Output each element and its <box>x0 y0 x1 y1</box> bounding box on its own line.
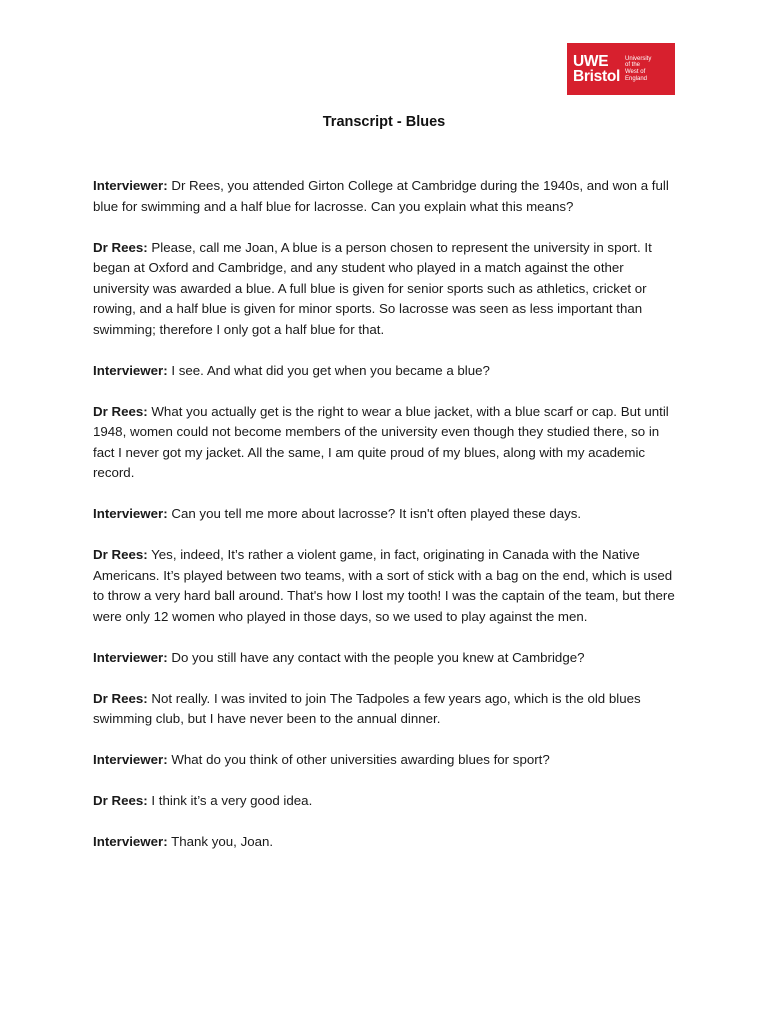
transcript-paragraph <box>93 504 683 525</box>
transcript-paragraph <box>93 238 683 341</box>
logo-wordmark <box>573 54 620 84</box>
speaker-label: Dr Rees: <box>93 239 148 255</box>
logo-line-bristol: Bristol <box>573 68 620 85</box>
paragraph-text: I think it’s a very good idea. <box>147 793 313 808</box>
paragraph-text: Do you still have any contact with the people you knew at Cambridge? <box>167 649 585 665</box>
transcript-paragraph <box>93 648 683 669</box>
paragraph-text: What you actually get is the right to wear a blue jacket, with a blue scarf or cap. But until 1948, women could not become members of the university even though they studied there, so in fact I never got my jacket. All the same, I am quite proud of my blues, along with my academic record. <box>93 403 669 480</box>
paragraph-text: Yes, indeed, It’s rather a violent game, in fact, originating in Canada with the Native Americans. It’s played between two teams, with a sort of stick with a bag on the end, which is used to throw a very hard ball around. That's how I lost my tooth! I was the captain of the team, but there were only 12 women who played in those days, so we used to play against the men. <box>93 547 675 624</box>
transcript-paragraph <box>93 750 683 771</box>
logo-sub-line: West of <box>625 69 646 75</box>
logo-sub-line: England <box>625 75 648 82</box>
transcript-body <box>93 176 683 873</box>
speaker-label: Dr Rees: <box>93 690 148 706</box>
paragraph-text: Can you tell me more about lacrosse? It isn't often played these days. <box>167 506 582 521</box>
speaker-label: Dr Rees: <box>93 403 148 419</box>
speaker-label: Interviewer: <box>93 834 168 849</box>
transcript-paragraph <box>93 402 683 484</box>
transcript-paragraph <box>93 791 683 812</box>
speaker-label: Interviewer: <box>93 362 168 378</box>
transcript-paragraph <box>93 689 683 730</box>
logo-subtitle <box>625 56 651 82</box>
paragraph-text: Thank you, Joan. <box>167 834 274 849</box>
uwe-bristol-logo <box>567 43 675 95</box>
paragraph-text: Dr Rees, you attended Girton College at Cambridge during the 1940s, and won a full blue for swimming and a half blue for lacrosse. Can you explain what this means? <box>93 178 669 214</box>
transcript-paragraph <box>93 832 683 853</box>
paragraph-text: Please, call me Joan, A blue is a person chosen to represent the university in sport. It began at Oxford and Cambridge, and any student who played in a match against the other university was awarded a blue. A full blue is given for senior sports such as athletics, cricket or rowing, and a half blue is given for minor sports. So lacrosse was seen as less important than swimming; therefore I only got a half blue for that. <box>93 239 652 337</box>
logo-line-uwe: UWE <box>573 53 609 70</box>
paragraph-text: I see. And what did you get when you became a blue? <box>167 362 490 378</box>
speaker-label: Interviewer: <box>93 506 168 521</box>
logo-sub-line: University <box>625 55 652 62</box>
speaker-label: Dr Rees: <box>93 793 148 808</box>
speaker-label: Dr Rees: <box>93 547 148 562</box>
page-title: Transcript - Blues <box>322 114 446 130</box>
logo-sub-line: of the <box>625 62 641 69</box>
paragraph-text: Not really. I was invited to join The Tadpoles a few years ago, which is the old blues swimming club, but I have never been to the annual dinner. <box>93 690 641 726</box>
speaker-label: Interviewer: <box>93 649 168 665</box>
transcript-paragraph <box>93 361 683 382</box>
speaker-label: Interviewer: <box>93 752 168 767</box>
speaker-label: Interviewer: <box>93 178 168 193</box>
transcript-paragraph <box>93 176 683 217</box>
transcript-paragraph <box>93 545 683 627</box>
paragraph-text: What do you think of other universities awarding blues for sport? <box>167 752 550 767</box>
